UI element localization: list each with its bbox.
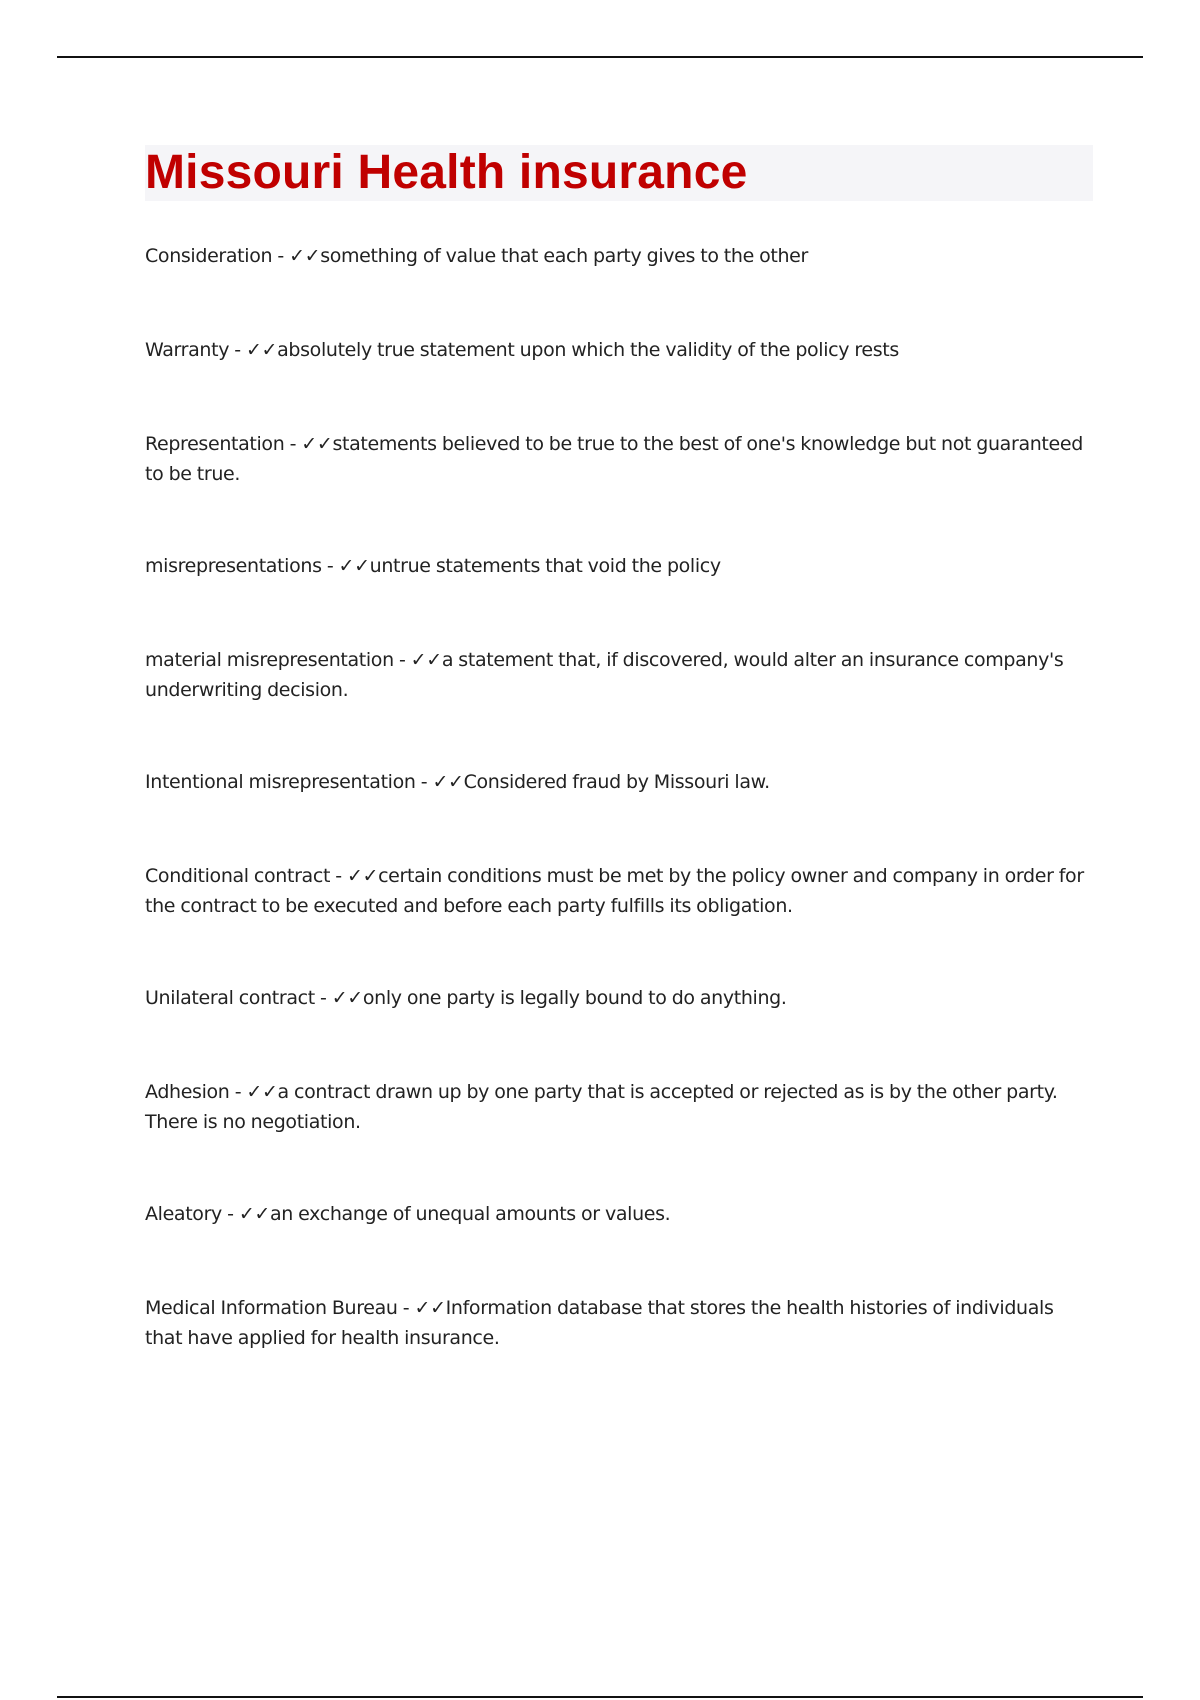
entry-definition: something of value that each party gives to the other: [320, 245, 808, 267]
entry-separator: -: [229, 339, 246, 361]
check-marks-icon: ✓✓: [410, 649, 442, 671]
top-rule: [57, 56, 1143, 58]
entry-term: Aleatory: [145, 1203, 222, 1225]
glossary-entry: [145, 1077, 1093, 1137]
document-title: Missouri Health insurance: [145, 146, 748, 199]
document-page: [145, 145, 1093, 1415]
entry-definition: certain conditions must be met by the policy owner and company in order for the contract to be executed and before each party fulfills its obligation.: [145, 865, 1084, 917]
entry-separator: -: [397, 1297, 415, 1319]
glossary-entry: [145, 1293, 1093, 1353]
glossary-entry: [145, 1199, 1093, 1229]
check-marks-icon: ✓✓: [245, 339, 278, 361]
check-marks-icon: ✓✓: [238, 1203, 270, 1225]
entry-definition: untrue statements that void the policy: [369, 555, 721, 577]
check-marks-icon: ✓✓: [289, 245, 321, 267]
glossary-entry: [145, 983, 1093, 1013]
entry-term: Intentional misrepresentation: [145, 771, 416, 793]
check-marks-icon: ✓✓: [346, 865, 379, 887]
glossary-entry: [145, 241, 1093, 271]
bottom-rule: [57, 1696, 1143, 1698]
entry-separator: -: [330, 865, 347, 887]
entry-term: Conditional contract: [145, 865, 331, 887]
glossary-entry: [145, 335, 1093, 365]
entry-definition: a contract drawn up by one party that is accepted or rejected as is by the other party. There is no negotiation.: [145, 1081, 1058, 1133]
entry-term: material misrepresentation: [145, 649, 394, 671]
check-marks-icon: ✓✓: [414, 1297, 446, 1319]
entry-term: misrepresentations: [145, 555, 322, 577]
entry-term: Adhesion: [145, 1081, 230, 1103]
entry-term: Unilateral contract: [145, 987, 315, 1009]
entry-separator: -: [284, 433, 302, 455]
check-marks-icon: ✓✓: [338, 555, 370, 577]
glossary-entry: [145, 861, 1093, 921]
entry-separator: -: [321, 555, 339, 577]
entry-separator: -: [314, 987, 332, 1009]
entry-definition: Considered fraud by Missouri law.: [463, 771, 770, 793]
glossary-entry: [145, 429, 1093, 489]
entry-separator: -: [221, 1203, 239, 1225]
entry-term: Medical Information Bureau: [145, 1297, 398, 1319]
entry-definition: absolutely true statement upon which the validity of the policy rests: [277, 339, 899, 361]
title-bar: [145, 145, 1093, 201]
check-marks-icon: ✓✓: [432, 771, 464, 793]
glossary-list: [145, 241, 1093, 1353]
glossary-entry: [145, 645, 1093, 705]
entry-definition: only one party is legally bound to do anything.: [362, 987, 787, 1009]
check-marks-icon: ✓✓: [301, 433, 333, 455]
entry-separator: -: [393, 649, 411, 671]
entry-separator: -: [229, 1081, 247, 1103]
entry-term: Warranty: [145, 339, 230, 361]
entry-term: Representation: [145, 433, 285, 455]
check-marks-icon: ✓✓: [331, 987, 363, 1009]
entry-term: Consideration: [145, 245, 273, 267]
entry-definition: a statement that, if discovered, would alter an insurance company's underwriting decision.: [145, 649, 1064, 701]
entry-separator: -: [272, 245, 290, 267]
entry-definition: Information database that stores the health histories of individuals that have applied for health insurance.: [145, 1297, 1054, 1349]
glossary-entry: [145, 767, 1093, 797]
entry-definition: statements believed to be true to the best of one's knowledge but not guaranteed to be true.: [145, 433, 1083, 485]
glossary-entry: [145, 551, 1093, 581]
entry-separator: -: [415, 771, 433, 793]
entry-definition: an exchange of unequal amounts or values.: [269, 1203, 671, 1225]
check-marks-icon: ✓✓: [246, 1081, 278, 1103]
